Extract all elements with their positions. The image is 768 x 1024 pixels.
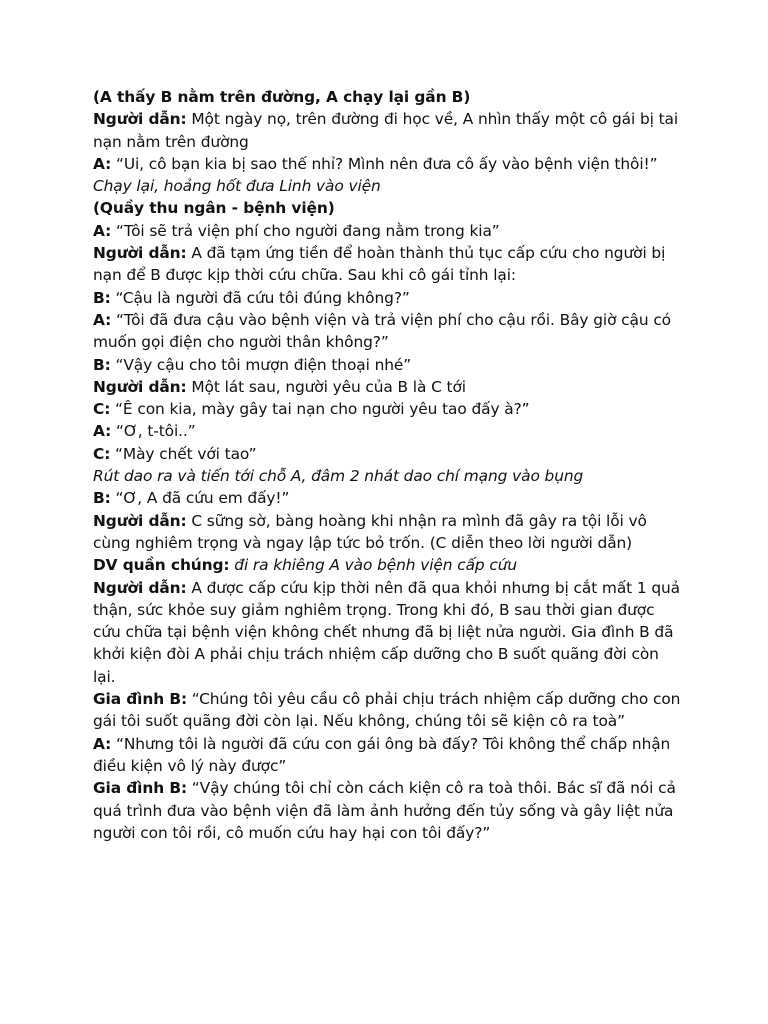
script-line <box>93 376 683 398</box>
line-text: “Vậy cậu cho tôi mượn điện thoại nhé” <box>110 355 412 374</box>
line-text: C sững sờ, bàng hoàng khi nhận ra mình đã gây ra tội lỗi vô cùng nghiêm trọng và ngay lập tức bỏ trốn. (C diễn theo lời người dẫn) <box>93 511 647 552</box>
script-line <box>93 577 683 688</box>
speaker-label: Người dẫn: <box>93 511 187 530</box>
script-line <box>93 510 683 555</box>
speaker-label: Người dẫn: <box>93 110 187 129</box>
speaker-label: Người dẫn: <box>93 578 187 597</box>
script-line <box>93 287 683 309</box>
script-line <box>93 86 683 108</box>
script-line <box>93 487 683 509</box>
speaker-label: A: <box>93 221 112 240</box>
speaker-label: Người dẫn: <box>93 377 187 396</box>
speaker-label: Người dẫn: <box>93 244 187 263</box>
script-line <box>93 465 683 487</box>
line-text: “Tôi sẽ trả viện phí cho người đang nằm trong kia” <box>111 221 500 240</box>
script-line <box>93 398 683 420</box>
speaker-label: (A thấy B nằm trên đường, A chạy lại gần B) <box>93 88 471 106</box>
speaker-label: Gia đình B: <box>93 779 188 798</box>
script-body <box>93 86 683 844</box>
speaker-label: A: <box>93 734 112 753</box>
speaker-label: (Quầy thu ngân - bệnh viện) <box>93 199 335 218</box>
script-line <box>93 108 683 153</box>
line-text: “Tôi đã đưa cậu vào bệnh viện và trả viện phí cho cậu rồi. Bây giờ cậu có muốn gọi điện cho người thân không?” <box>93 310 671 352</box>
speaker-label: B: <box>93 355 111 374</box>
script-line <box>93 554 683 576</box>
script-line <box>93 220 683 242</box>
script-line <box>93 242 683 287</box>
script-line <box>93 197 683 219</box>
line-text: “Ui, cô bạn kia bị sao thế nhỉ? Mình nên đưa cô ấy vào bệnh viện thôi!” <box>111 154 658 173</box>
script-line <box>93 420 683 442</box>
line-text: “Vậy chúng tôi chỉ còn cách kiện cô ra toà thôi. Bác sĩ đã nói cả quá trình đưa vào bệnh viện đã làm ảnh hưởng đến tủy sống và gây liệt nửa người con tôi rồi, cô muốn cứu hay hại con tôi đấy?” <box>93 779 676 842</box>
line-text: A được cấp cứu kịp thời nên đã qua khỏi nhưng bị cắt mất 1 quả thận, sức khỏe suy giảm nghiêm trọng. Trong khi đó, B sau thời gian được cứu chữa tại bệnh viện không chết nhưng đã bị liệt nửa người. Gia đình B đã khởi kiện đòi A phải chịu trách nhiệm cấp dưỡng cho B suốt quãng đời còn lại. <box>93 578 681 686</box>
speaker-label: A: <box>93 310 112 329</box>
script-line <box>93 443 683 465</box>
speaker-label: B: <box>93 489 111 508</box>
stage-direction: Chạy lại, hoảng hốt đưa Linh vào viện <box>93 177 381 196</box>
speaker-label: A: <box>93 154 112 173</box>
speaker-label: C: <box>93 400 111 419</box>
line-text: “Chúng tôi yêu cầu cô phải chịu trách nhiệm cấp dưỡng cho con gái tôi suốt quãng đời còn lại. Nếu không, chúng tôi sẽ kiện cô ra toà” <box>93 690 681 731</box>
line-text: “Mày chết với tao” <box>110 444 257 463</box>
script-line <box>93 733 683 778</box>
stage-direction: Rút dao ra và tiến tới chỗ A, đâm 2 nhát dao chí mạng vào bụng <box>93 467 584 486</box>
speaker-label: DV quần chúng: <box>93 556 230 575</box>
speaker-label: A: <box>93 422 112 441</box>
line-text: “Ê con kia, mày gây tai nạn cho người yêu tao đấy à?” <box>110 400 530 419</box>
line-text: “Ơ, t-tôi..” <box>111 422 196 441</box>
script-line <box>93 777 683 844</box>
script-line <box>93 354 683 376</box>
script-line <box>93 688 683 733</box>
line-text: Một lát sau, người yêu của B là C tới <box>186 377 466 396</box>
line-text: “Nhưng tôi là người đã cứu con gái ông bà đấy? Tôi không thể chấp nhận điều kiện vô lý này được” <box>93 734 671 775</box>
line-text: Một ngày nọ, trên đường đi học về, A nhìn thấy một cô gái bị tai nạn nằm trên đường <box>93 110 679 151</box>
script-line <box>93 309 683 354</box>
speaker-label: Gia đình B: <box>93 690 188 709</box>
speaker-label: B: <box>93 288 111 307</box>
line-text: “Ơ, A đã cứu em đấy!” <box>110 489 290 508</box>
script-line <box>93 153 683 198</box>
stage-direction: đi ra khiêng A vào bệnh viện cấp cứu <box>229 556 518 575</box>
line-text: “Cậu là người đã cứu tôi đúng không?” <box>110 288 410 307</box>
line-text: A đã tạm ứng tiền để hoàn thành thủ tục cấp cứu cho người bị nạn để B được kịp thời cứu chữa. Sau khi cô gái tỉnh lại: <box>93 244 666 285</box>
speaker-label: C: <box>93 444 111 463</box>
